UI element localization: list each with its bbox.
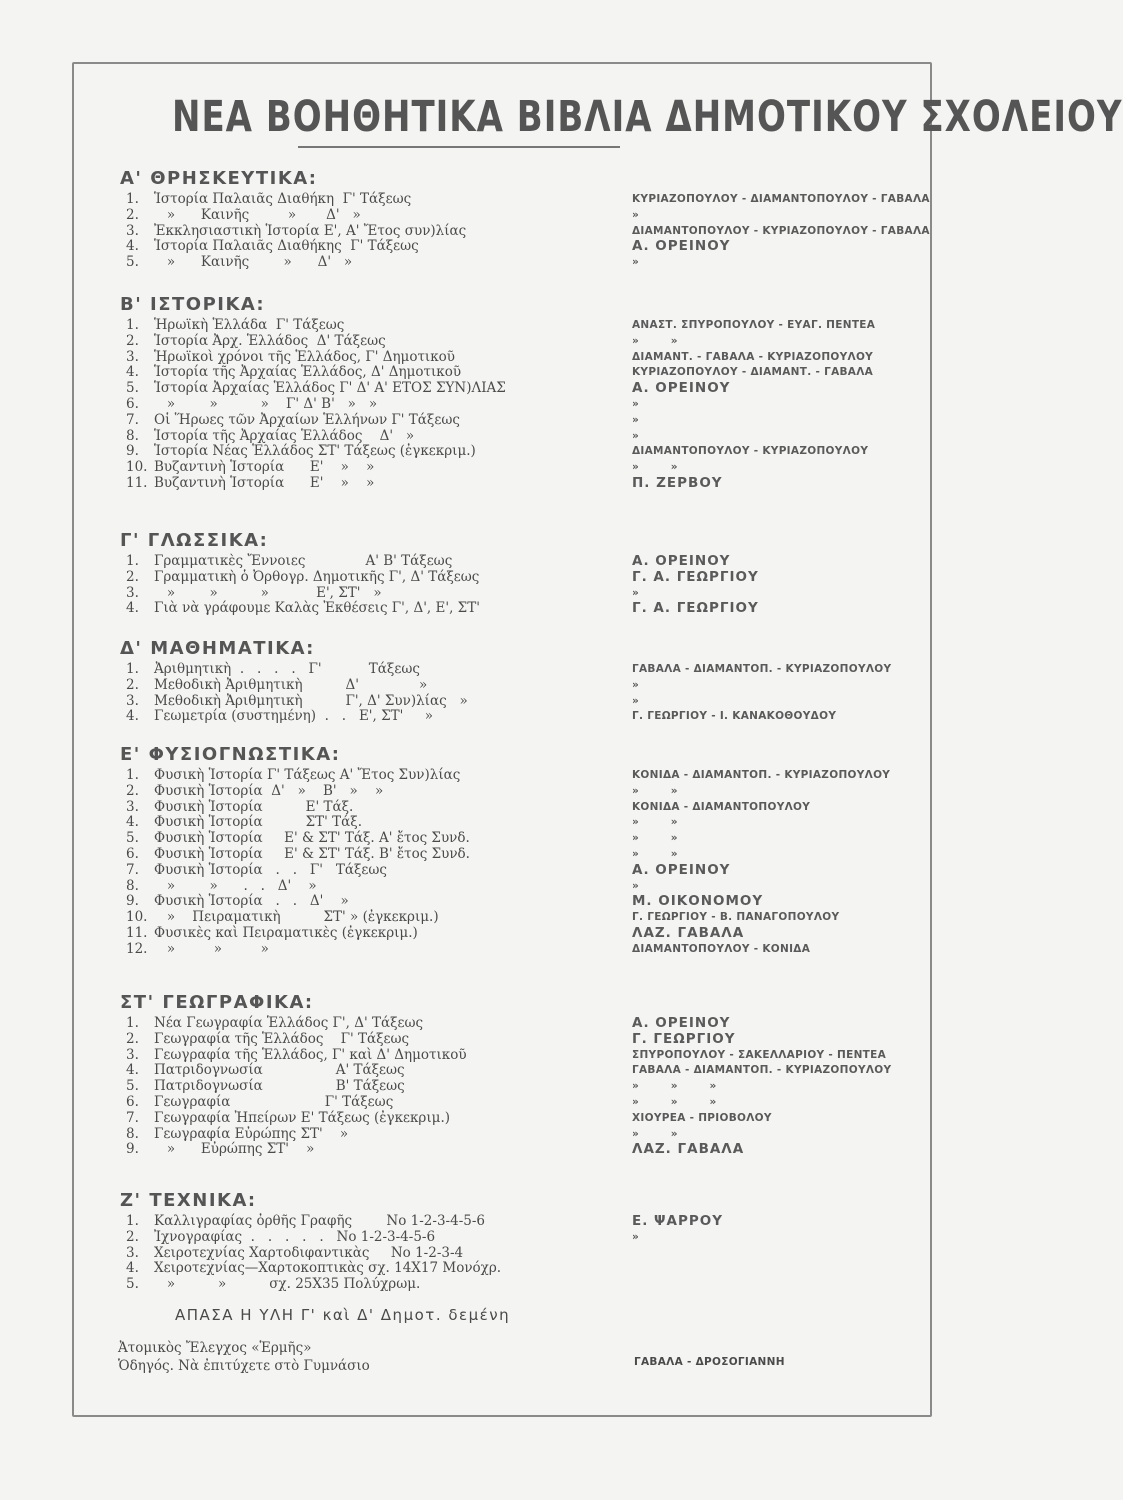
list-item bbox=[120, 601, 940, 617]
list-item bbox=[120, 365, 940, 381]
item-number: 4. bbox=[126, 1260, 139, 1277]
list-item bbox=[120, 350, 940, 366]
item-title: Ἱστορία Παλαιᾶς Διαθήκη Γ' Τάξεως bbox=[154, 191, 412, 207]
item-number: 3. bbox=[126, 222, 139, 239]
item-number: 4. bbox=[126, 238, 139, 255]
section-heading: Β' ΙΣΤΟΡΙΚΑ: bbox=[120, 294, 266, 315]
list-item bbox=[120, 1230, 940, 1246]
list-item bbox=[120, 879, 940, 895]
list-item bbox=[120, 694, 940, 710]
list-item bbox=[120, 444, 940, 460]
list-item bbox=[120, 255, 940, 271]
list-item bbox=[120, 1032, 940, 1048]
item-author: Α. ΟΡΕΙΝΟΥ bbox=[632, 861, 731, 878]
item-title: Φυσικὴ Ἱστορία Δ' » Β' » » bbox=[154, 782, 384, 799]
item-title: Γεωγραφία Ἠπείρων Ε' Τάξεως (ἐγκεκριμ.) bbox=[154, 1109, 450, 1126]
section-1 bbox=[120, 166, 940, 271]
list-item bbox=[120, 942, 940, 958]
item-title: Οἱ Ἥρωες τῶν Ἀρχαίων Ἑλλήνων Γ' Τάξεως bbox=[154, 411, 460, 428]
item-author: » bbox=[632, 678, 640, 691]
item-number: 5. bbox=[126, 380, 139, 397]
list-item bbox=[120, 239, 940, 255]
item-title: Φυσικὴ Ἱστορία . . Γ' Τάξεως bbox=[154, 861, 387, 878]
item-number: 3. bbox=[126, 692, 139, 709]
item-number: 1. bbox=[126, 553, 139, 569]
item-author: ΚΟΝΙΔΑ - ΔΙΑΜΑΝΤΟΠΟΥΛΟΥ bbox=[632, 800, 811, 813]
item-number: 1. bbox=[126, 661, 139, 677]
item-author: Γ. ΓΕΩΡΓΙΟΥ bbox=[632, 1030, 736, 1047]
item-title: Φυσικὴ Ἱστορία Ε' & ΣΤ' Τάξ. Α' ἔτος Συνδ. bbox=[154, 830, 470, 847]
item-title: Ἐκκλησιαστικὴ Ἱστορία Ε', Α' Ἔτος συν)λίας bbox=[154, 222, 467, 239]
item-number: 11. bbox=[126, 924, 148, 941]
item-author: ΔΙΑΜΑΝΤΟΠΟΥΛΟΥ - ΚΥΡΙΑΖΟΠΟΥΛΟΥ bbox=[632, 445, 869, 458]
item-author: ΔΙΑΜΑΝΤ. - ΓΑΒΑΛΑ - ΚΥΡΙΑΖΟΠΟΥΛΟΥ bbox=[632, 350, 874, 363]
item-author: » bbox=[632, 586, 640, 599]
list-item bbox=[120, 1095, 940, 1111]
item-title: Φυσικὲς καὶ Πειραματικὲς (ἐγκεκριμ.) bbox=[154, 924, 418, 941]
item-author: ΚΥΡΙΑΖΟΠΟΥΛΟΥ - ΔΙΑΜΑΝΤ. - ΓΑΒΑΛΑ bbox=[632, 366, 874, 379]
list-item bbox=[120, 1246, 940, 1262]
item-number: 8. bbox=[126, 1125, 139, 1142]
section-2 bbox=[120, 292, 940, 492]
list-item bbox=[120, 784, 940, 800]
item-title: Ἱστορία Ἀρχ. Ἑλλάδος Δ' Τάξεως bbox=[154, 332, 386, 349]
center-note: ΑΠΑΣΑ Η ΥΛΗ Γ' καὶ Δ' Δημοτ. δεμένη bbox=[175, 1306, 511, 1324]
section-heading: Ζ' ΤΕΧΝΙΚΑ: bbox=[120, 1190, 257, 1211]
item-author: Α. ΟΡΕΙΝΟΥ bbox=[632, 380, 731, 397]
item-number: 10. bbox=[126, 459, 148, 476]
item-number: 3. bbox=[126, 584, 139, 601]
item-author: Γ. Α. ΓΕΩΡΓΙΟΥ bbox=[632, 568, 759, 585]
item-title: Πατριδογνωσία Α' Τάξεως bbox=[154, 1062, 405, 1079]
item-title: Ἱστορία τῆς Ἀρχαίας Ἑλλάδος Δ' » bbox=[154, 427, 415, 444]
item-number: 7. bbox=[126, 411, 139, 428]
item-number: 1. bbox=[126, 191, 139, 207]
item-author: ΛΑΖ. ΓΑΒΑΛΑ bbox=[632, 924, 745, 941]
item-author: ΧΙΟΥΡΕΑ - ΠΡΙΟΒΟΛΟΥ bbox=[632, 1111, 772, 1124]
list-item bbox=[120, 1142, 940, 1158]
item-number: 5. bbox=[126, 1078, 139, 1095]
item-title: Χειροτεχνίας—Χαρτοκοπτικὰς σχ. 14Χ17 Μονόχρ. bbox=[154, 1260, 502, 1277]
item-number: 4. bbox=[126, 600, 139, 617]
item-title: Ἰχνογραφίας . . . . . Νο 1-2-3-4-5-6 bbox=[154, 1228, 436, 1245]
item-number: 2. bbox=[126, 782, 139, 799]
item-author: Ε. ΨΑΡΡΟΥ bbox=[632, 1213, 724, 1229]
list-item bbox=[120, 815, 940, 831]
item-number: 3. bbox=[126, 798, 139, 815]
item-title: Ἱστορία τῆς Ἀρχαίας Ἑλλάδος, Δ' Δημοτικοῦ bbox=[154, 364, 462, 381]
item-title: » » σχ. 25Χ35 Πολύχρωμ. bbox=[154, 1276, 421, 1293]
item-title: » » . . Δ' » bbox=[154, 877, 317, 894]
item-number: 10. bbox=[126, 909, 148, 926]
item-title: Γεωγραφία τῆς Ἑλλάδος Γ' Τάξεως bbox=[154, 1030, 410, 1047]
list-item bbox=[120, 768, 940, 784]
item-number: 9. bbox=[126, 893, 139, 910]
item-number: 4. bbox=[126, 814, 139, 831]
item-title: Γραμματικὴ ὁ Ὀρθογρ. Δημοτικῆς Γ', Δ' Τάξεως bbox=[154, 568, 480, 585]
list-item bbox=[120, 847, 940, 863]
item-number: 6. bbox=[126, 395, 139, 412]
list-item bbox=[120, 208, 940, 224]
item-title: » Εὐρώπης ΣΤ' » bbox=[154, 1141, 315, 1158]
item-number: 5. bbox=[126, 254, 139, 271]
item-title: Φυσικὴ Ἱστορία . . Δ' » bbox=[154, 893, 349, 910]
item-author: Γ. ΓΕΩΡΓΙΟΥ - Ι. ΚΑΝΑΚΟΘΟΥΔΟΥ bbox=[632, 710, 837, 723]
item-title: Γεωγραφία Εὐρώπης ΣΤ' » bbox=[154, 1125, 349, 1142]
item-number: 5. bbox=[126, 830, 139, 847]
item-author: ΛΑΖ. ΓΑΒΑΛΑ bbox=[632, 1141, 745, 1158]
item-title: Μεθοδικὴ Ἀριθμητικὴ Γ', Δ' Συν)λίας » bbox=[154, 692, 468, 709]
item-title: Νέα Γεωγραφία Ἑλλάδος Γ', Δ' Τάξεως bbox=[154, 1015, 424, 1031]
item-author: ΔΙΑΜΑΝΤΟΠΟΥΛΟΥ - ΚΥΡΙΑΖΟΠΟΥΛΟΥ - ΓΑΒΑΛΑ bbox=[632, 224, 930, 237]
list-item bbox=[120, 318, 940, 334]
list-item bbox=[120, 1127, 940, 1143]
item-author: ΣΠΥΡΟΠΟΥΛΟΥ - ΣΑΚΕΛΛΑΡΙΟΥ - ΠΕΝΤΕΑ bbox=[632, 1048, 887, 1061]
item-number: 3. bbox=[126, 1046, 139, 1063]
list-item bbox=[120, 863, 940, 879]
item-title: Ἱστορία Ἀρχαίας Ἑλλάδος Γ' Δ' Α' ΕΤΟΣ ΣΥΝ)ΛΙΑΣ bbox=[154, 380, 506, 397]
item-author: » bbox=[632, 879, 640, 892]
item-author: » bbox=[632, 397, 640, 410]
item-title: Γεωγραφία Γ' Τάξεως bbox=[154, 1093, 394, 1110]
section-heading: Ε' ΦΥΣΙΟΓΝΩΣΤΙΚΑ: bbox=[120, 744, 341, 765]
section-heading: Δ' ΜΑΘΗΜΑΤΙΚΑ: bbox=[120, 638, 315, 659]
list-item bbox=[120, 381, 940, 397]
item-title: » » » Ε', ΣΤ' » bbox=[154, 584, 382, 601]
item-title: Βυζαντινὴ Ἱστορία Ε' » » bbox=[154, 474, 375, 491]
item-author: ΔΙΑΜΑΝΤΟΠΟΥΛΟΥ - ΚΟΝΙΔΑ bbox=[632, 942, 811, 955]
item-title: Χειροτεχνίας Χαρτοδιφαντικὰς Νο 1-2-3-4 bbox=[154, 1244, 464, 1261]
item-title: Φυσικὴ Ἱστορία Γ' Τάξεως Α' Ἔτος Συν)λίας bbox=[154, 767, 461, 783]
list-item bbox=[120, 1016, 940, 1032]
item-author: Γ. Α. ΓΕΩΡΓΙΟΥ bbox=[632, 600, 759, 617]
item-author: Α. ΟΡΕΙΝΟΥ bbox=[632, 238, 731, 255]
item-number: 8. bbox=[126, 427, 139, 444]
footer-line-2: Ὁδηγός. Νὰ ἐπιτύχετε στὸ Γυμνάσιο bbox=[118, 1358, 370, 1374]
section-heading: Α' ΘΡΗΣΚΕΥΤΙΚΑ: bbox=[120, 168, 318, 189]
item-author: » » bbox=[632, 461, 678, 474]
item-author: Μ. ΟΙΚΟΝΟΜΟΥ bbox=[632, 893, 764, 910]
item-title: Ἱστορία Παλαιᾶς Διαθήκης Γ' Τάξεως bbox=[154, 238, 419, 255]
item-number: 1. bbox=[126, 1015, 139, 1031]
list-item bbox=[120, 413, 940, 429]
list-item bbox=[120, 460, 940, 476]
item-author: ΚΥΡΙΑΖΟΠΟΥΛΟΥ - ΔΙΑΜΑΝΤΟΠΟΥΛΟΥ - ΓΑΒΑΛΑ bbox=[632, 193, 930, 205]
item-author: » bbox=[632, 413, 640, 426]
section-7 bbox=[120, 1188, 940, 1293]
item-number: 1. bbox=[126, 1213, 139, 1229]
item-number: 1. bbox=[126, 767, 139, 783]
item-author: ΓΑΒΑΛΑ - ΔΙΑΜΑΝΤΟΠ. - ΚΥΡΙΑΖΟΠΟΥΛΟΥ bbox=[632, 663, 892, 675]
item-author: Γ. ΓΕΩΡΓΙΟΥ - Β. ΠΑΝΑΓΟΠΟΥΛΟΥ bbox=[632, 911, 840, 924]
item-number: 7. bbox=[126, 1109, 139, 1126]
section-heading: ΣΤ' ΓΕΩΓΡΑΦΙΚΑ: bbox=[120, 992, 314, 1013]
list-item bbox=[120, 1048, 940, 1064]
item-number: 6. bbox=[126, 1093, 139, 1110]
item-number: 4. bbox=[126, 1062, 139, 1079]
list-item bbox=[120, 224, 940, 240]
list-item bbox=[120, 1214, 940, 1230]
list-item bbox=[120, 894, 940, 910]
item-number: 2. bbox=[126, 568, 139, 585]
list-item bbox=[120, 910, 940, 926]
item-number: 2. bbox=[126, 676, 139, 693]
section-3 bbox=[120, 528, 940, 617]
item-author: » bbox=[632, 429, 640, 442]
item-author: ΑΝΑΣΤ. ΣΠΥΡΟΠΟΥΛΟΥ - ΕΥΑΓ. ΠΕΝΤΕΑ bbox=[632, 319, 876, 331]
list-item bbox=[120, 1261, 940, 1277]
item-title: Ἡρωϊκὴ Ἑλλάδα Γ' Τάξεως bbox=[154, 317, 345, 333]
list-item bbox=[120, 192, 940, 208]
list-item bbox=[120, 397, 940, 413]
item-title: Γιὰ νὰ γράφουμε Καλὰς Ἐκθέσεις Γ', Δ', Ε', ΣΤ' bbox=[154, 600, 480, 617]
section-heading: Γ' ΓΛΩΣΣΙΚΑ: bbox=[120, 530, 269, 551]
list-item bbox=[120, 1277, 940, 1293]
footer-author: ΓΑΒΑΛΑ - ΔΡΟΣΟΓΙΑΝΝΗ bbox=[634, 1356, 785, 1368]
item-title: Καλλιγραφίας ὀρθῆς Γραφῆς Νο 1-2-3-4-5-6 bbox=[154, 1213, 486, 1229]
item-title: Βυζαντινὴ Ἱστορία Ε' » » bbox=[154, 459, 375, 476]
list-item bbox=[120, 554, 940, 570]
section-5 bbox=[120, 742, 940, 958]
item-author: » » » bbox=[632, 1080, 717, 1093]
section-4 bbox=[120, 636, 940, 725]
list-item bbox=[120, 678, 940, 694]
title-underline bbox=[298, 146, 620, 148]
item-author: » » bbox=[632, 1127, 678, 1140]
item-number: 7. bbox=[126, 861, 139, 878]
item-author: Α. ΟΡΕΙΝΟΥ bbox=[632, 1015, 731, 1031]
item-title: Φυσικὴ Ἱστορία Ε' Τάξ. bbox=[154, 798, 354, 815]
list-item bbox=[120, 831, 940, 847]
list-item bbox=[120, 1111, 940, 1127]
list-item bbox=[120, 429, 940, 445]
item-author: » bbox=[632, 208, 640, 221]
item-author: » » bbox=[632, 816, 678, 829]
item-title: Γεωμετρία (συστημένη) . . Ε', ΣΤ' » bbox=[154, 708, 434, 725]
item-author: » » bbox=[632, 847, 678, 860]
item-title: Ἱστορία Νέας Ἑλλάδος ΣΤ' Τάξεως (ἐγκεκριμ.) bbox=[154, 443, 476, 460]
item-number: 4. bbox=[126, 364, 139, 381]
item-author: » » bbox=[632, 832, 678, 845]
item-title: » Καινῆς » Δ' » bbox=[154, 254, 353, 271]
item-author: » » bbox=[632, 334, 678, 347]
item-author: » » » bbox=[632, 1095, 717, 1108]
item-author: Α. ΟΡΕΙΝΟΥ bbox=[632, 553, 731, 569]
list-item bbox=[120, 334, 940, 350]
list-item bbox=[120, 800, 940, 816]
item-title: Ἀριθμητικὴ . . . . Γ' Τάξεως bbox=[154, 661, 420, 677]
section-6 bbox=[120, 990, 940, 1158]
item-number: 4. bbox=[126, 708, 139, 725]
item-author: » bbox=[632, 256, 640, 269]
item-author: ΚΟΝΙΔΑ - ΔΙΑΜΑΝΤΟΠ. - ΚΥΡΙΑΖΟΠΟΥΛΟΥ bbox=[632, 769, 891, 781]
item-title: Γεωγραφία τῆς Ἑλλάδος, Γ' καὶ Δ' Δημοτικοῦ bbox=[154, 1046, 467, 1063]
item-number: 1. bbox=[126, 317, 139, 333]
item-number: 6. bbox=[126, 845, 139, 862]
item-author: » » bbox=[632, 784, 678, 797]
item-number: 2. bbox=[126, 332, 139, 349]
item-author: ΓΑΒΑΛΑ - ΔΙΑΜΑΝΤΟΠ. - ΚΥΡΙΑΖΟΠΟΥΛΟΥ bbox=[632, 1064, 892, 1077]
item-number: 12. bbox=[126, 940, 148, 957]
item-number: 2. bbox=[126, 206, 139, 223]
item-number: 9. bbox=[126, 443, 139, 460]
list-item bbox=[120, 662, 940, 678]
item-title: Φυσικὴ Ἱστορία ΣΤ' Τάξ. bbox=[154, 814, 362, 831]
item-author: » bbox=[632, 1230, 640, 1243]
item-title: Πατριδογνωσία Β' Τάξεως bbox=[154, 1078, 405, 1095]
list-item bbox=[120, 926, 940, 942]
list-item bbox=[120, 586, 940, 602]
list-item bbox=[120, 570, 940, 586]
footer-line-1: Ἀτομικὸς Ἔλεγχος «Ἑρμῆς» bbox=[118, 1340, 312, 1356]
list-item bbox=[120, 1079, 940, 1095]
item-title: » » » Γ' Δ' Β' » » bbox=[154, 395, 378, 412]
item-title: Φυσικὴ Ἱστορία Ε' & ΣΤ' Τάξ. Β' ἔτος Συνδ. bbox=[154, 845, 470, 862]
page-title: ΝΕΑ ΒΟΗΘΗΤΙΚΑ ΒΙΒΛΙΑ ΔΗΜΟΤΙΚΟΥ ΣΧΟΛΕΙΟΥ bbox=[172, 92, 1123, 142]
item-number: 11. bbox=[126, 474, 148, 491]
item-number: 8. bbox=[126, 877, 139, 894]
item-author: Π. ΖΕΡΒΟΥ bbox=[632, 474, 723, 491]
item-number: 2. bbox=[126, 1228, 139, 1245]
list-item bbox=[120, 709, 940, 725]
list-item bbox=[120, 476, 940, 492]
item-number: 3. bbox=[126, 348, 139, 365]
item-title: » » » bbox=[154, 940, 269, 957]
item-title: » Καινῆς » Δ' » bbox=[154, 206, 361, 223]
list-item bbox=[120, 1063, 940, 1079]
item-author: » bbox=[632, 694, 640, 707]
item-number: 3. bbox=[126, 1244, 139, 1261]
item-title: Μεθοδικὴ Ἀριθμητικὴ Δ' » bbox=[154, 676, 428, 693]
item-number: 9. bbox=[126, 1141, 139, 1158]
item-title: Γραμματικὲς Ἔννοιες Α' Β' Τάξεως bbox=[154, 553, 453, 569]
item-number: 2. bbox=[126, 1030, 139, 1047]
item-title: Ἡρωϊκοὶ χρόνοι τῆς Ἑλλάδος, Γ' Δημοτικοῦ bbox=[154, 348, 455, 365]
item-number: 5. bbox=[126, 1276, 139, 1293]
item-title: » Πειραματικὴ ΣΤ' » (ἐγκεκριμ.) bbox=[154, 909, 439, 926]
